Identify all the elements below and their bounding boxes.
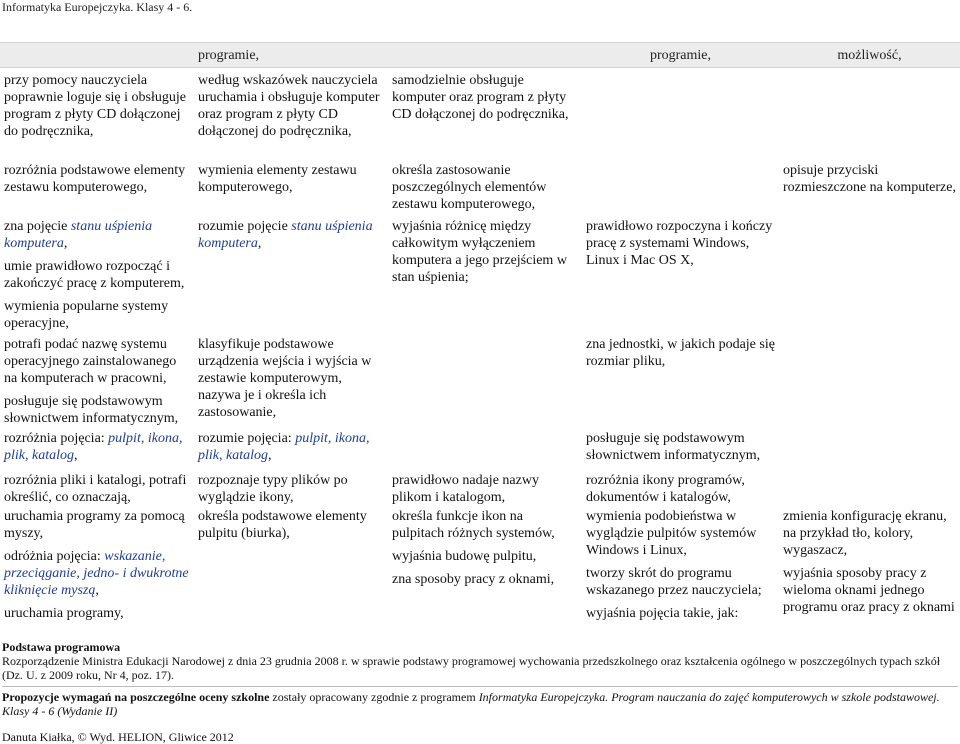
cell-text: , <box>257 236 262 251</box>
footer-proposal-bold: Propozycje wymagań na poszczególne oceny szkolne <box>2 690 270 704</box>
document-header: Informatyka Europejczyka. Klasy 4 - 6. <box>2 0 193 14</box>
table-cell: opisuje przyciski rozmieszczone na komputerze, <box>783 163 956 195</box>
header-cell-2: programie, <box>194 42 388 68</box>
table-cell <box>388 430 582 472</box>
table-cell: klasyfikuje podstawowe urządzenia wejścia i wyjścia w zestawie komputerowym, nazywa je i określa ich zastosowanie, <box>198 337 372 420</box>
cell-paragraph: wyjaśnia sposoby pracy z wieloma oknami jednego programu oraz pracy z oknami <box>783 566 955 615</box>
table-cell: rozróżnia ikony programów, dokumentów i katalogów, <box>586 473 745 505</box>
table-cell <box>779 430 960 472</box>
cell-paragraph: zmienia konfigurację ekranu, na przykład tło, kolory, wygaszacz, <box>783 509 947 558</box>
term-italic: pulpit, ikona, plik, katalog <box>4 431 183 463</box>
cell-paragraph: uruchamia programy za pomocą myszy, <box>4 509 185 541</box>
table-cell <box>779 508 960 621</box>
table-cell <box>0 336 194 430</box>
footer-title: Podstawa programowa <box>2 640 121 654</box>
footer-divider <box>2 686 958 687</box>
table-cell: rozróżnia podstawowe elementy zestawu komputerowego, <box>4 163 186 195</box>
table-cell <box>0 430 194 472</box>
table-cell: rozpoznaje typy plików po wyglądzie ikony, <box>198 473 348 505</box>
requirements-table <box>0 42 960 621</box>
term-italic: pulpit, ikona, plik, katalog <box>198 431 370 463</box>
cell-paragraph: wymienia popularne systemy operacyjne, <box>4 299 169 331</box>
table-cell <box>779 218 960 336</box>
cell-text: , <box>63 236 68 251</box>
table-cell <box>388 508 582 621</box>
cell-paragraph <box>4 218 190 252</box>
cell-paragraph <box>4 548 190 599</box>
document-footer <box>2 640 958 744</box>
footer-credit: Danuta Kiałka, © Wyd. HELION, Gliwice 2012 <box>2 730 234 744</box>
table-cell <box>0 508 194 621</box>
table-cell: określa podstawowe elementy pulpitu (biurka), <box>198 509 367 541</box>
table-cell <box>779 336 960 430</box>
cell-paragraph: zna sposoby pracy z oknami, <box>392 572 555 587</box>
cell-paragraph <box>198 218 384 252</box>
term-italic: wskazanie, przeciąganie, jedno- i dwukrotne kliknięcie myszą <box>4 549 189 598</box>
table-cell: według wskazówek nauczyciela uruchamia i obsługuje komputer oraz program z płyty CD dołączonej do podręcznika, <box>198 73 380 139</box>
cell-text: , <box>74 448 78 463</box>
cell-paragraph: wyjaśnia pojęcia takie, jak: <box>586 606 739 621</box>
cell-paragraph: określa funkcje ikon na pulpitach różnych systemów, <box>392 509 555 541</box>
table-cell <box>582 68 779 162</box>
footer-program-title: Informatyka Europejczyka. Program nauczania do zajęć komputerowych w szkole podstawowej. Klasy 4 - 6 (Wydanie II) <box>2 690 940 718</box>
cell-paragraph: wymienia podobieństwa w wyglądzie pulpitów systemów Windows i Linux, <box>586 509 757 558</box>
cell-text: rozumie pojęcie <box>198 219 292 234</box>
cell-paragraph: potrafi podać nazwę systemu operacyjnego zainstalowanego na komputerach w pracowni, <box>4 337 177 386</box>
header-cell-5: możliwość, <box>779 42 960 68</box>
table-cell: prawidłowo nadaje nazwy plikom i katalogom, <box>392 473 539 505</box>
table-cell: posługuje się podstawowym słownictwem informatycznym, <box>586 431 761 463</box>
table-cell <box>194 430 388 472</box>
cell-paragraph: uruchamia programy, <box>4 606 124 621</box>
footer-proposal <box>2 690 958 718</box>
table-cell: przy pomocy nauczyciela poprawnie loguje się i obsługuje program z płyty CD dołączonej do podręcznika, <box>4 73 186 139</box>
cell-text: , <box>95 583 99 598</box>
cell-paragraph: wyjaśnia budowę pulpitu, <box>392 549 537 564</box>
table-cell <box>582 508 779 621</box>
table-cell: wymienia elementy zestawu komputerowego, <box>198 163 357 195</box>
table-cell <box>194 218 388 336</box>
table-cell: określa zastosowanie poszczególnych elementów zestawu komputerowego, <box>392 163 547 212</box>
cell-paragraph: posługuje się podstawowym słownictwem informatycznym, <box>4 394 179 426</box>
table-cell <box>388 336 582 430</box>
cell-paragraph: umie prawidłowo rozpocząć i zakończyć pracę z komputerem, <box>4 259 185 291</box>
cell-text: odróżnia pojęcia: <box>4 549 105 564</box>
table-cell: wyjaśnia różnicę między całkowitym wyłączeniem komputera a jego przejściem w stan uśpienia; <box>392 219 567 285</box>
table-cell: samodzielnie obsługuje komputer oraz program z płyty CD dołączonej do podręcznika, <box>392 73 569 122</box>
header-cell-1 <box>0 42 194 68</box>
table-cell: zna jednostki, w jakich podaje się rozmiar pliku, <box>586 337 775 369</box>
footer-law-reference: Rozporządzenie Ministra Edukacji Narodowej z dnia 23 grudnia 2008 r. w sprawie podstawy programowej wychowania przedszkolnego oraz kształcenia ogólnego w poszczególnych typach szkół (Dz. U. z 2009 roku, Nr 4, poz. 17). <box>2 654 941 682</box>
table-cell <box>582 162 779 218</box>
header-cell-4: programie, <box>582 42 779 68</box>
cell-text: , <box>268 448 272 463</box>
cell-paragraph: tworzy skrót do programu wskazanego przez nauczyciela; <box>586 566 762 598</box>
term-italic: stanu uśpienia komputera <box>198 219 373 251</box>
cell-text: zna pojęcie <box>4 219 71 234</box>
table-cell: rozróżnia pliki i katalogi, potrafi określić, co oznaczają, <box>4 473 187 505</box>
header-cell-3 <box>388 42 582 68</box>
table-cell: prawidłowo rozpoczyna i kończy pracę z systemami Windows, Linux i Mac OS X, <box>586 219 773 268</box>
cell-text: rozumie pojęcia: <box>198 431 296 446</box>
term-italic: stanu uśpienia komputera <box>4 219 153 251</box>
cell-text: rozróżnia pojęcia: <box>4 431 109 446</box>
table-cell <box>779 68 960 162</box>
table-cell <box>0 218 194 336</box>
table-cell <box>779 472 960 508</box>
footer-proposal-text: zostały opracowany zgodnie z programem <box>269 690 479 704</box>
